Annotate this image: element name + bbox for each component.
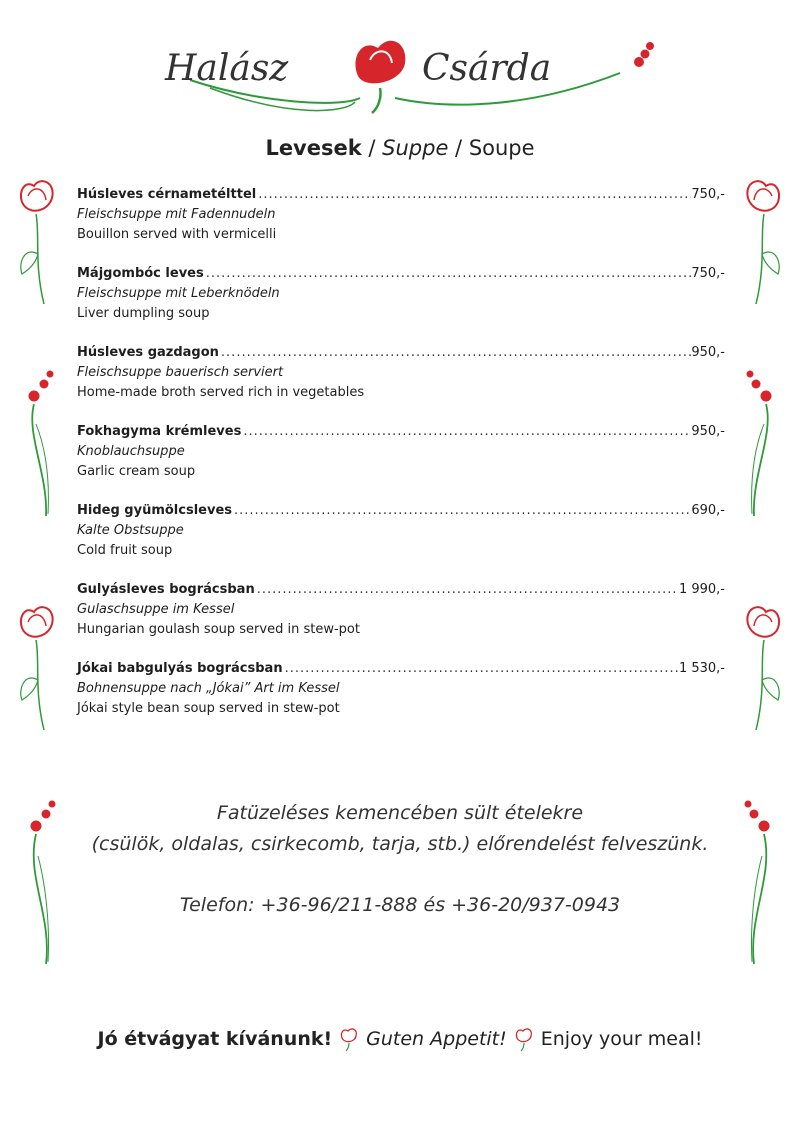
item-name: Húsleves gazdagon xyxy=(77,345,219,360)
item-english: Cold fruit soup xyxy=(77,543,173,558)
notice-line-1: Fatüzeléses kemencében sült ételekre xyxy=(216,802,584,824)
berry-branch-icon xyxy=(22,364,56,518)
item-german: Fleischsuppe bauerisch serviert xyxy=(77,365,284,380)
item-price: 750,- xyxy=(691,187,725,202)
tulip-outline-icon xyxy=(338,1026,360,1052)
tulip-logo-icon xyxy=(355,41,405,113)
item-name: Hideg gyümölcsleves xyxy=(77,503,233,518)
restaurant-logo xyxy=(150,18,660,118)
item-english: Liver dumpling soup xyxy=(77,306,210,321)
notice-phone: Telefon: +36-96/211-888 és +36-20/937-0943 xyxy=(179,894,621,916)
item-price: 1 530,- xyxy=(678,661,725,676)
page-title: Levesek / Suppe / Soupe xyxy=(265,136,535,160)
berry-branch-icon xyxy=(744,796,778,966)
berry-branch-icon xyxy=(22,796,56,966)
logo-text-right: Csárda xyxy=(422,48,552,89)
item-name: Húsleves cérnametélttel xyxy=(77,187,257,202)
item-german: Knoblauchsuppe xyxy=(77,444,185,459)
tulip-decoration-icon xyxy=(14,600,60,732)
item-german: Kalte Obstsuppe xyxy=(77,523,184,538)
greeting-hungarian: Jó étvágyat kívánunk! xyxy=(97,1028,333,1050)
tulip-decoration-icon xyxy=(14,174,60,306)
tulip-outline-icon xyxy=(513,1026,535,1052)
item-price: 950,- xyxy=(691,424,725,439)
item-german: Gulaschsuppe im Kessel xyxy=(77,602,235,617)
item-german: Bohnensuppe nach „Jókai” Art im Kessel xyxy=(77,681,340,696)
notice-line-2: (csülök, oldalas, csirkecomb, tarja, stb.) előrendelést felveszünk. xyxy=(91,833,709,855)
item-name: Májgombóc leves xyxy=(77,266,204,281)
item-german: Fleischsuppe mit Fadennudeln xyxy=(77,207,276,222)
berry-branch-icon xyxy=(744,364,778,518)
item-price: 690,- xyxy=(691,503,725,518)
item-english: Hungarian goulash soup served in stew-pot xyxy=(77,622,360,637)
menu-list xyxy=(77,185,725,738)
menu-item xyxy=(77,264,725,343)
berries-icon xyxy=(634,42,654,67)
logo-text-left: Halász xyxy=(165,48,289,89)
menu-item xyxy=(77,580,725,659)
item-english: Bouillon served with vermicelli xyxy=(77,227,277,242)
item-english: Jókai style bean soup served in stew-pot xyxy=(77,701,340,716)
item-name: Jókai babgulyás bográcsban xyxy=(77,661,283,676)
item-german: Fleischsuppe mit Leberknödeln xyxy=(77,286,280,301)
tulip-decoration-icon xyxy=(740,174,786,306)
menu-item xyxy=(77,422,725,501)
preorder-notice xyxy=(0,798,800,921)
item-english: Garlic cream soup xyxy=(77,464,196,479)
footer-greeting xyxy=(0,1026,800,1052)
item-price: 950,- xyxy=(691,345,725,360)
item-name: Fokhagyma krémleves xyxy=(77,424,242,439)
menu-item xyxy=(77,501,725,580)
greeting-english: Enjoy your meal! xyxy=(540,1028,703,1050)
menu-item xyxy=(77,343,725,422)
menu-item xyxy=(77,659,725,738)
item-price: 750,- xyxy=(691,266,725,281)
menu-item xyxy=(77,185,725,264)
tulip-decoration-icon xyxy=(740,600,786,732)
item-name: Gulyásleves bográcsban xyxy=(77,582,255,597)
greeting-german: Guten Appetit! xyxy=(366,1028,507,1050)
item-english: Home-made broth served rich in vegetables xyxy=(77,385,365,400)
item-price: 1 990,- xyxy=(678,582,725,597)
